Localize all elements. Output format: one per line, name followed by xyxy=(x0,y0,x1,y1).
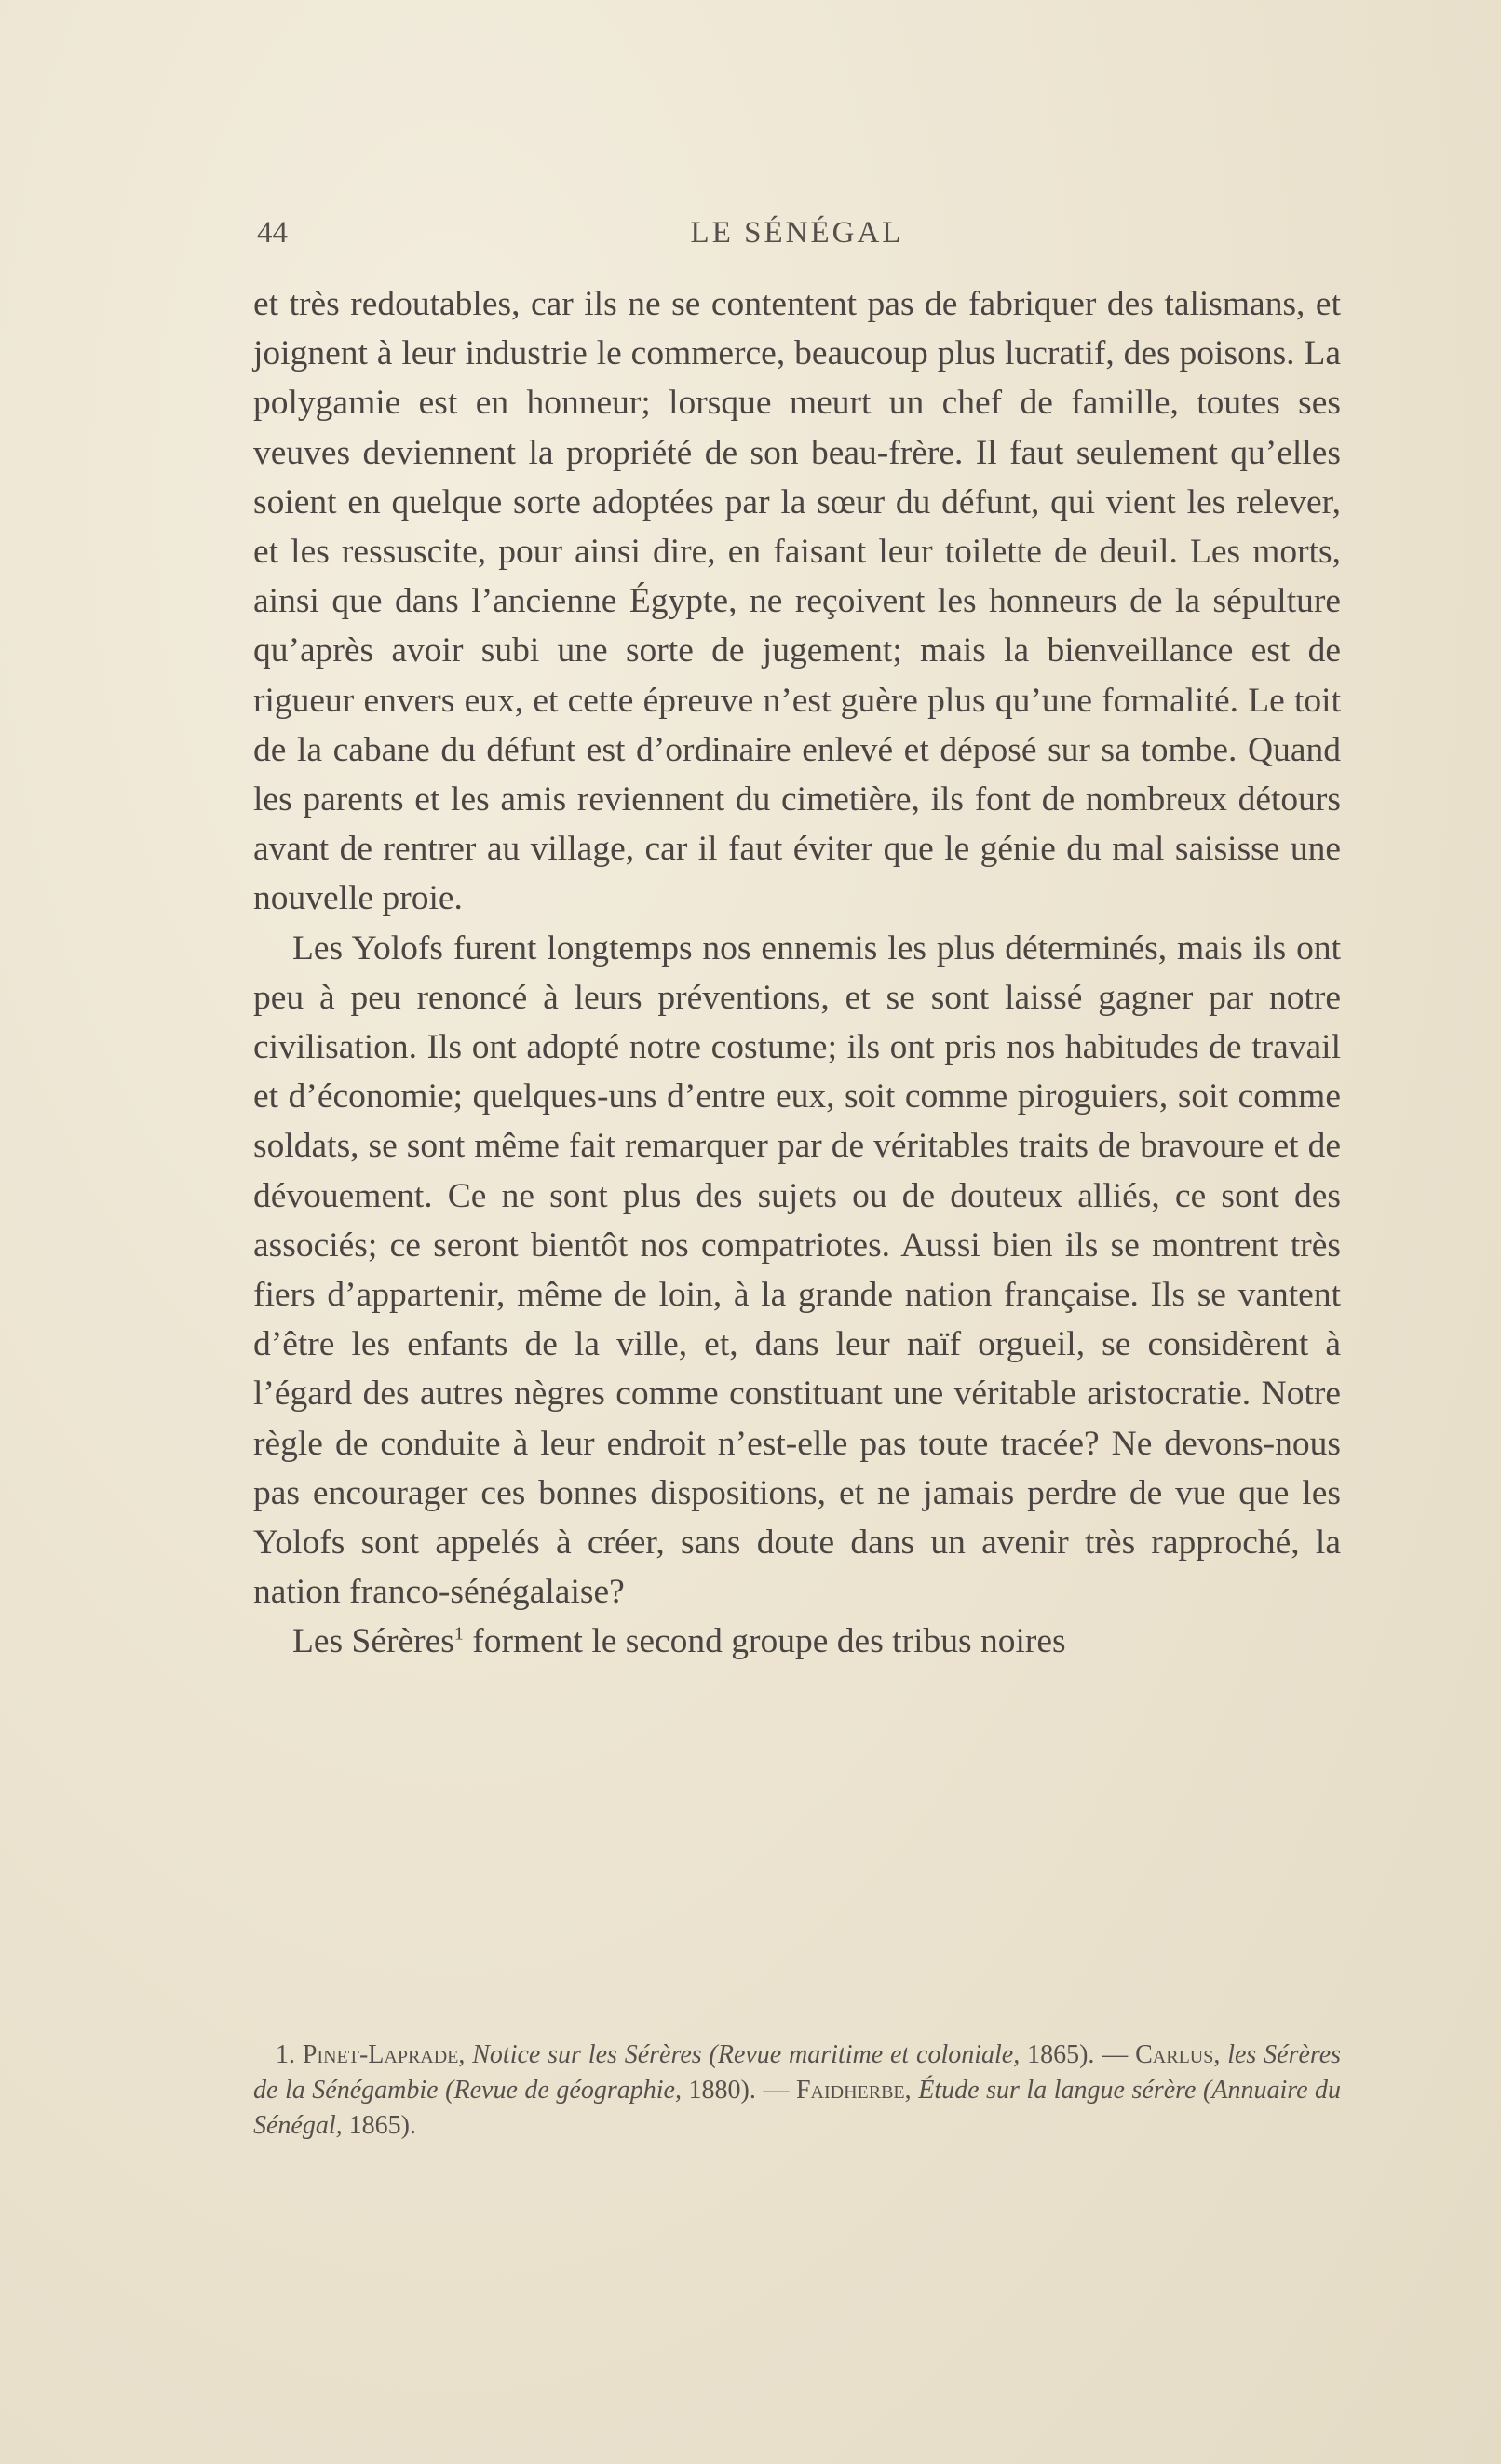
footnote-reference: 1 xyxy=(453,1623,464,1645)
footnote-year-2: 1880). — xyxy=(688,2076,790,2105)
footnote-number: 1. xyxy=(276,2040,295,2069)
footnote-journal-3: (Annuaire du Sénégal, xyxy=(253,2076,1342,2140)
paragraph-3-start: Les Sérères xyxy=(292,1622,454,1661)
main-text xyxy=(253,279,1341,1667)
paragraph-2: Les Yolofs furent longtemps nos ennemis les plus déterminés, mais ils ont peu à peu renoncé à leurs préventions, et se sont laissé gagner par notre civilisation. Ils ont adopté notre costume; ils ont pris nos habitudes de travail et d’économie; quelques-uns d’entre eux, soit comme piroguiers, soit comme soldats, se sont même fait remarquer par de véritables traits de bravoure et de dévouement. Ce ne sont plus des sujets ou de douteux alliés, ce sont des associés; ce seront bientôt nos compatriotes. Aussi bien ils se montrent très fiers d’appartenir, même de loin, à la grande nation française. Ils se vantent d’être les enfants de la ville, et, dans leur naïf orgueil, se considèrent à l’égard des autres nègres comme constituant une véritable aristocratie. Notre règle de conduite à leur endroit n’est-elle pas toute tracée? Ne devons-nous pas encourager ces bonnes dispositions, et ne jamais perdre de vue que les Yolofs sont appelés à créer, sans doute dans un avenir très rapproché, la nation franco-sénégalaise? xyxy=(253,928,1341,1612)
paragraph-3 xyxy=(253,1617,1341,1666)
footnote-author-2: Carlus, xyxy=(1135,2040,1221,2069)
footnote-journal-2: (Revue de géographie, xyxy=(445,2076,682,2105)
footnote-work-1: Notice sur les Sérères xyxy=(472,2040,702,2069)
footnotes xyxy=(253,2038,1341,2144)
footnote-journal-1: (Revue maritime et coloniale, xyxy=(709,2040,1021,2069)
page-number: 44 xyxy=(257,216,288,250)
paragraph-1: et très redoutables, car ils ne se contentent pas de fabriquer des talismans, et joignent à leur industrie le commerce, beaucoup plus lucratif, des poisons. La polygamie est en honneur; lorsque meurt un chef de famille, toutes ses veuves deviennent la propriété de son beau-frère. Il faut seulement qu’elles soient en quelque sorte adoptées par la sœur du défunt, qui vient les relever, et les ressuscite, pour ainsi dire, en faisant leur toilette de deuil. Les morts, ainsi que dans l’ancienne Égypte, ne reçoivent les honneurs de la sépulture qu’après avoir subi une sorte de jugement; mais la bienveillance est de rigueur envers eux, et cette épreuve n’est guère plus qu’une formalité. Le toit de la cabane du défunt est d’ordinaire enlevé et déposé sur sa tombe. Quand les parents et les amis reviennent du cimetière, ils font de nombreux détours avant de rentrer au village, car il faut éviter que le génie du mal saisisse une nouvelle proie. xyxy=(253,285,1341,918)
page-header xyxy=(253,216,1341,263)
running-title: LE SÉNÉGAL xyxy=(690,216,904,250)
footnote-work-2: les Sérères de la Sénégambie xyxy=(253,2040,1342,2105)
footnote-author-3: Faidherbe, xyxy=(795,2076,912,2105)
footnote-1 xyxy=(253,2038,1341,2144)
footnote-author-1: Pinet-Laprade, xyxy=(302,2040,466,2069)
footnote-year-3: 1865). xyxy=(348,2111,416,2140)
paragraph-3-end: forment le second groupe des tribus noires xyxy=(463,1622,1066,1661)
footnote-work-3: Étude sur la langue sérère xyxy=(918,2076,1197,2105)
footnote-year-1: 1865). — xyxy=(1027,2040,1129,2069)
